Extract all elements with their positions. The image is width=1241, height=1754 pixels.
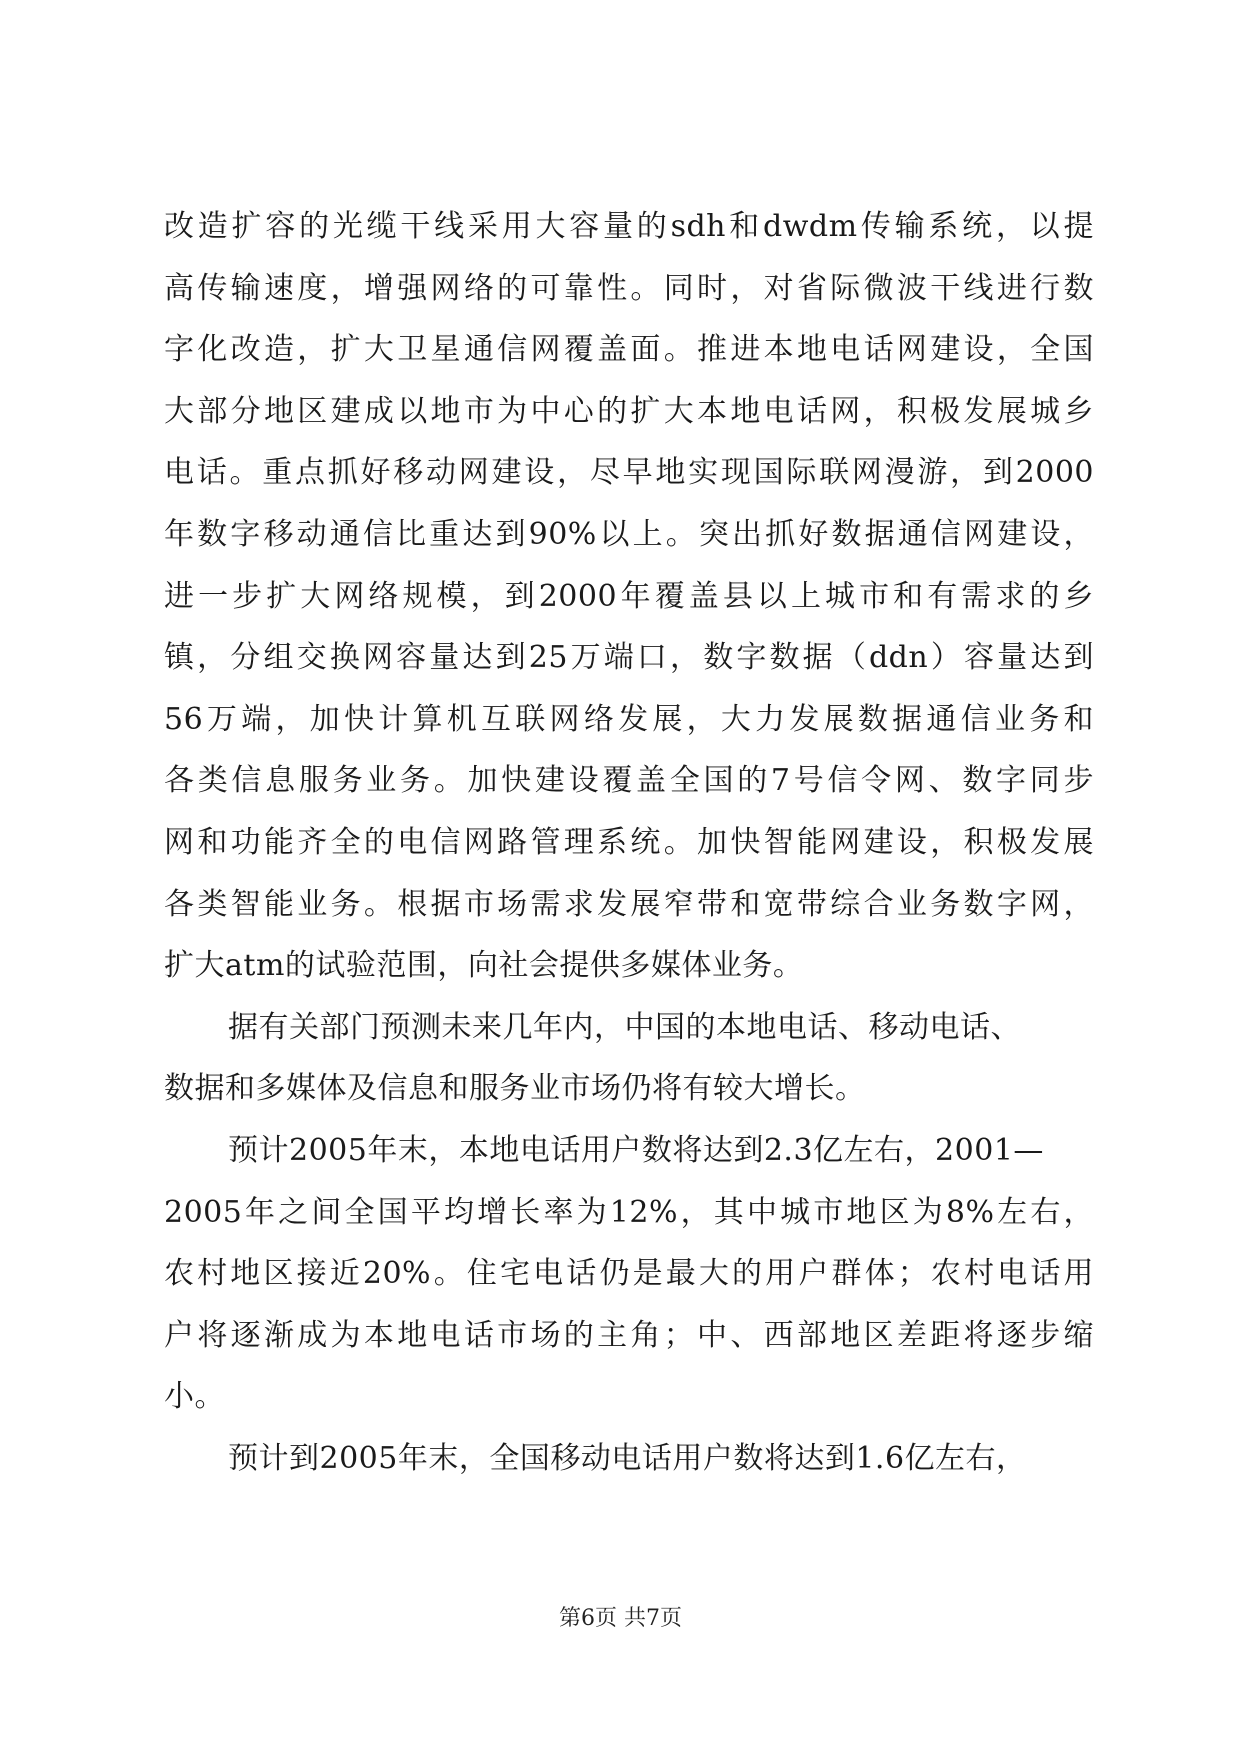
text-line: 各类信息服务业务。加快建设覆盖全国的7号信令网、数字同步 (164, 763, 1094, 799)
text-line: 各类智能业务。根据市场需求发展窄带和宽带综合业务数字网， (164, 886, 1094, 922)
text-line: 户将逐渐成为本地电话市场的主角；中、西部地区差距将逐步缩 (164, 1317, 1094, 1353)
text-line: 预计2005年末，本地电话用户数将达到2.3亿左右，2001— (228, 1132, 1044, 1168)
page-footer (0, 1604, 1241, 1634)
text-line: 网和功能齐全的电信网路管理系统。加快智能网建设，积极发展 (164, 824, 1094, 860)
text-line: 年数字移动通信比重达到90%以上。突出抓好数据通信网建设， (164, 516, 1094, 552)
text-line: 2005年之间全国平均增长率为12%，其中城市地区为8%左右， (164, 1194, 1094, 1230)
text-line: 扩大atm的试验范围，向社会提供多媒体业务。 (164, 948, 804, 984)
text-line: 改造扩容的光缆干线采用大容量的sdh和dwdm传输系统，以提 (164, 209, 1094, 244)
text-line: 56万端，加快计算机互联网络发展，大力发展数据通信业务和 (164, 701, 1094, 737)
page-number-label: 第6页 共7页 (559, 1606, 682, 1631)
text-line: 数据和多媒体及信息和服务业市场仍将有较大增长。 (164, 1071, 866, 1107)
text-line: 小。 (164, 1379, 225, 1415)
text-line: 农村地区接近20%。住宅电话仍是最大的用户群体；农村电话用 (164, 1256, 1094, 1292)
text-line: 据有关部门预测未来几年内，中国的本地电话、移动电话、 (228, 1009, 1021, 1045)
document-body (164, 196, 1094, 1489)
text-line: 字化改造，扩大卫星通信网覆盖面。推进本地电话网建设，全国 (164, 332, 1094, 368)
text-line: 大部分地区建成以地市为中心的扩大本地电话网，积极发展城乡 (164, 393, 1094, 429)
text-line: 预计到2005年末，全国移动电话用户数将达到1.6亿左右， (228, 1440, 1027, 1476)
text-line: 进一步扩大网络规模，到2000年覆盖县以上城市和有需求的乡 (164, 578, 1094, 614)
text-line: 高传输速度，增强网络的可靠性。同时，对省际微波干线进行数 (164, 270, 1094, 306)
text-line: 镇，分组交换网容量达到25万端口，数字数据（ddn）容量达到 (164, 640, 1094, 676)
text-line: 电话。重点抓好移动网建设，尽早地实现国际联网漫游，到2000 (164, 455, 1094, 491)
